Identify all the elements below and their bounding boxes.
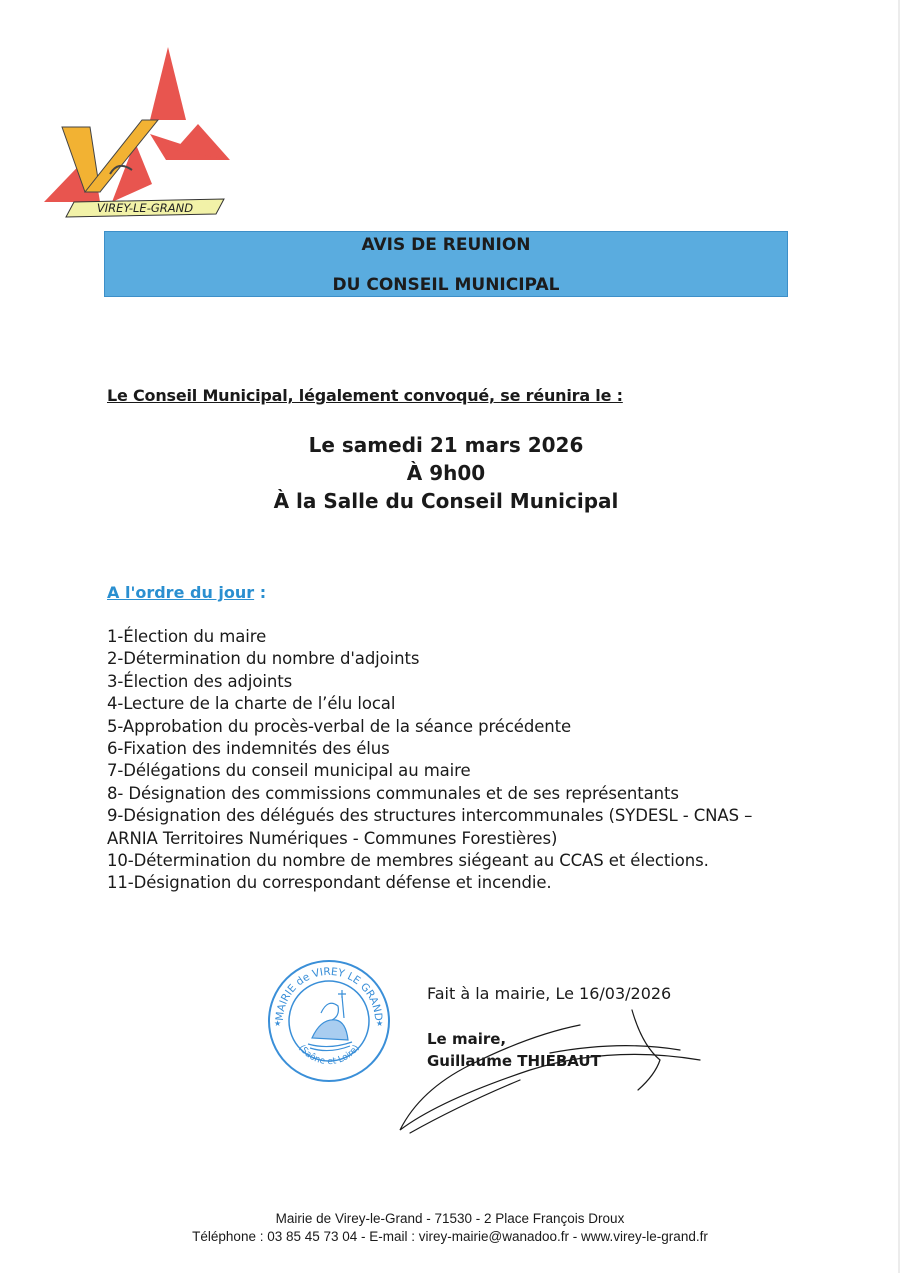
agenda-item: 6-Fixation des indemnités des élus	[107, 739, 390, 759]
meeting-date: Le samedi 21 mars 2026	[308, 433, 584, 457]
agenda-item: 4-Lecture de la charte de l’élu local	[107, 694, 396, 714]
agenda-item: 11-Désignation du correspondant défense et incendie.	[107, 873, 552, 893]
svg-text:★: ★	[274, 1019, 282, 1028]
title-banner	[104, 231, 788, 297]
agenda-heading-suffix: :	[254, 583, 267, 602]
meeting-place: À la Salle du Conseil Municipal	[273, 489, 619, 513]
agenda-item: 10-Détermination du nombre de membres siégeant au CCAS et élections.	[107, 851, 709, 871]
banner-line-1: AVIS DE REUNION	[361, 235, 531, 255]
agenda-item: 5-Approbation du procès-verbal de la séance précédente	[107, 716, 572, 736]
convocation-text: Le Conseil Municipal, légalement convoqué, se réunira le :	[107, 386, 623, 405]
mayor-title: Le maire,	[427, 1030, 507, 1048]
agenda-item: 1-Élection du maire	[107, 627, 267, 646]
banner-line-2: DU CONSEIL MUNICIPAL	[332, 275, 560, 295]
handwritten-signature	[380, 1005, 730, 1150]
town-hall-stamp	[266, 958, 392, 1084]
agenda-item: 7-Délégations du conseil municipal au maire	[107, 761, 471, 781]
logo-text: VIREY-LE-GRAND	[96, 201, 194, 215]
agenda-item: 2-Détermination du nombre d'adjoints	[107, 649, 420, 669]
agenda-heading	[107, 583, 266, 602]
agenda-item: 8- Désignation des commissions communales et de ses représentants	[107, 783, 679, 803]
agenda-item: ARNIA Territoires Numériques - Communes Forestières)	[107, 828, 558, 848]
agenda-item: 3-Élection des adjoints	[107, 671, 293, 691]
virey-le-grand-logo	[40, 42, 240, 222]
agenda-heading-text: A l'ordre du jour	[107, 583, 255, 602]
agenda-list	[107, 626, 752, 895]
mayor-name: Guillaume THIEBAUT	[427, 1052, 601, 1070]
stamp-emblem-icon	[308, 990, 352, 1051]
stamp-top-text: MAIRIE de VIREY LE GRAND	[273, 965, 385, 1022]
meeting-time: À 9h00	[406, 461, 486, 485]
made-at-text: Fait à la mairie, Le 16/03/2026	[427, 984, 672, 1003]
stamp-bottom-text: (Saône et Loire)	[296, 1043, 362, 1068]
footer-contact: Téléphone : 03 85 45 73 04 - E-mail : virey-mairie@wanadoo.fr - www.virey-le-grand.fr	[192, 1229, 708, 1244]
agenda-item: 9-Désignation des délégués des structures intercommunales (SYDESL - CNAS –	[107, 806, 753, 826]
footer-address: Mairie de Virey-le-Grand - 71530 - 2 Place François Droux	[275, 1211, 625, 1226]
svg-text:★: ★	[376, 1019, 384, 1028]
